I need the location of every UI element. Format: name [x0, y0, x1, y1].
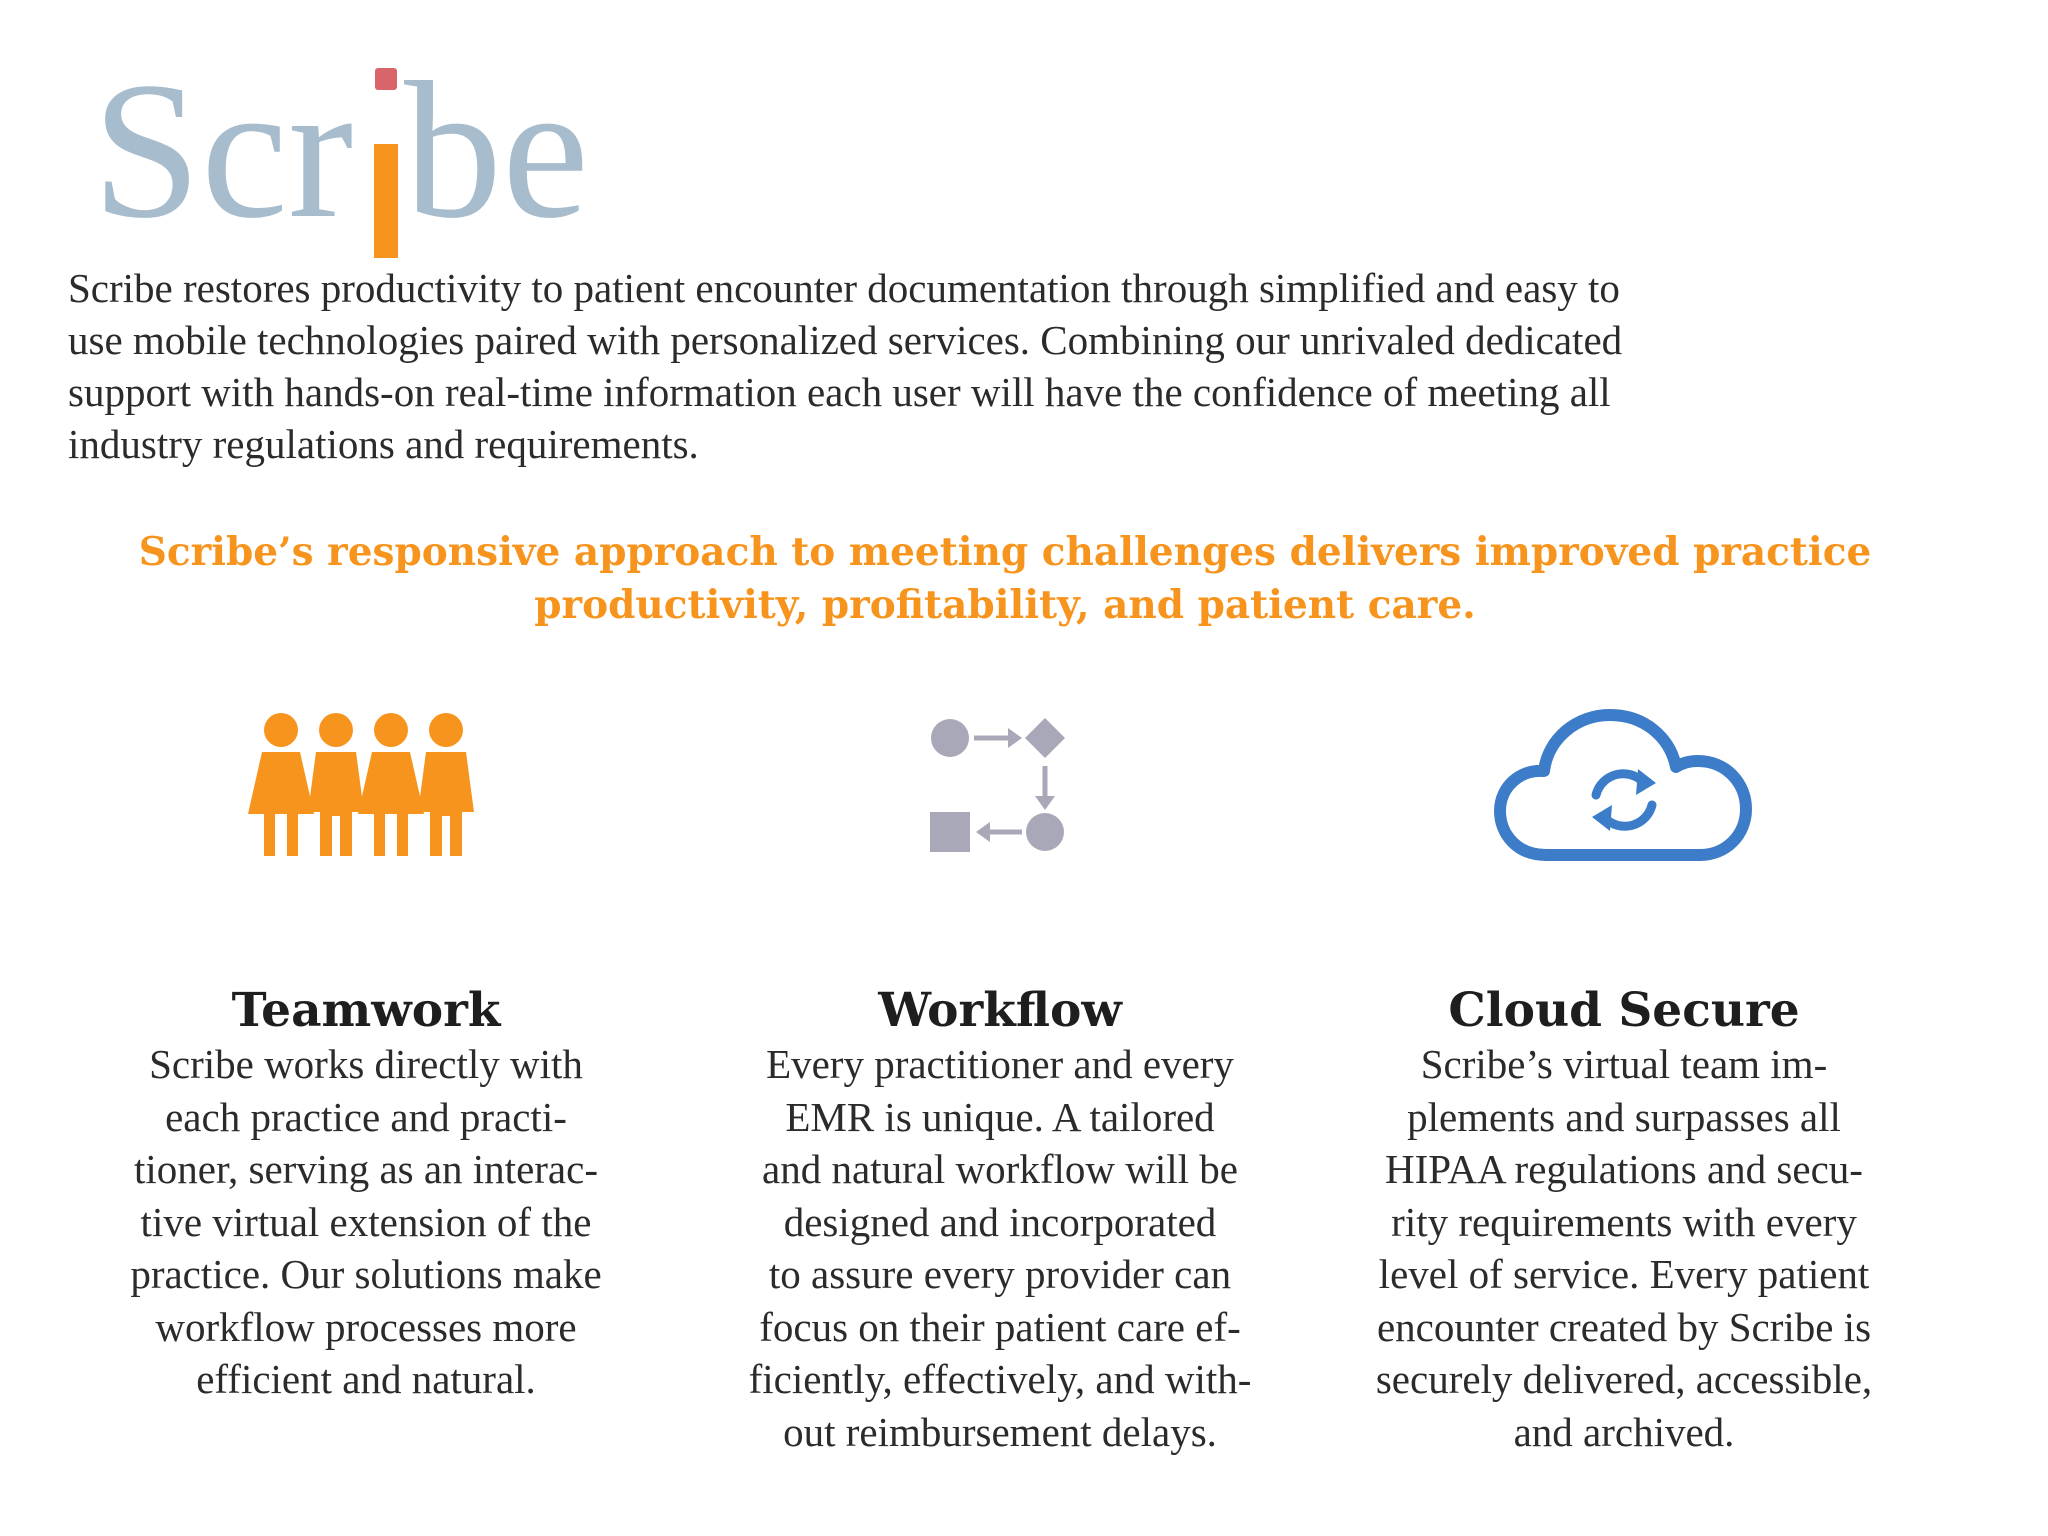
workflow-description: Every practitioner and every EMR is unique. A tailored and natural workflow will be designed and incorporated to assure every provider can focus on their patient care ef- ficiently, effectively, and with- out reimbursement delays.: [748, 1041, 1252, 1455]
teamwork-description: Scribe works directly with each practice and practi- tioner, serving as an interac- tive virtual extension of the practice. Our solutions make workflow processes more efficient and natural.: [130, 1041, 602, 1402]
feature-cloud-secure: [1324, 690, 1924, 1458]
feature-workflow: [700, 690, 1300, 1458]
feature-teamwork: [66, 690, 666, 1406]
teamwork-icon-wrap: [66, 690, 666, 880]
cloud-secure-description: Scribe’s virtual team im- plements and surpasses all HIPAA regulations and secu- rity requirements with every level of service. Every patient encounter created by Scribe is securely delivered, accessible, and archived.: [1375, 1041, 1873, 1455]
intro-paragraph: Scribe restores productivity to patient encounter documentation through simplified and easy to use mobile technologies paired with personalized services. Combining our unrivaled dedicated support with hands-on real-time information each user will have the confidence of meeting all industry regulations and requirements.: [68, 265, 1623, 467]
scribe-logo: [92, 48, 612, 258]
cloud-sync-icon: [1494, 705, 1754, 865]
people-group-icon: [246, 710, 486, 860]
logo-text-scr: Scr: [92, 48, 354, 258]
cloud-secure-title: Cloud Secure: [1448, 983, 1800, 1038]
workflow-icon: [930, 710, 1070, 860]
teamwork-title: Teamwork: [231, 983, 501, 1038]
workflow-icon-wrap: [700, 690, 1300, 880]
workflow-title: Workflow: [878, 983, 1122, 1038]
scribe-logo-mark: [92, 48, 612, 258]
tagline: Scribe’s responsive approach to meeting challenges delivers improved practice productivity, profitability, and patient care.: [138, 529, 1872, 628]
cloud-icon-wrap: [1324, 690, 1924, 880]
logo-i-stem: [374, 144, 398, 258]
logo-text-be: be: [404, 48, 589, 258]
logo-i-dot: [375, 68, 397, 90]
